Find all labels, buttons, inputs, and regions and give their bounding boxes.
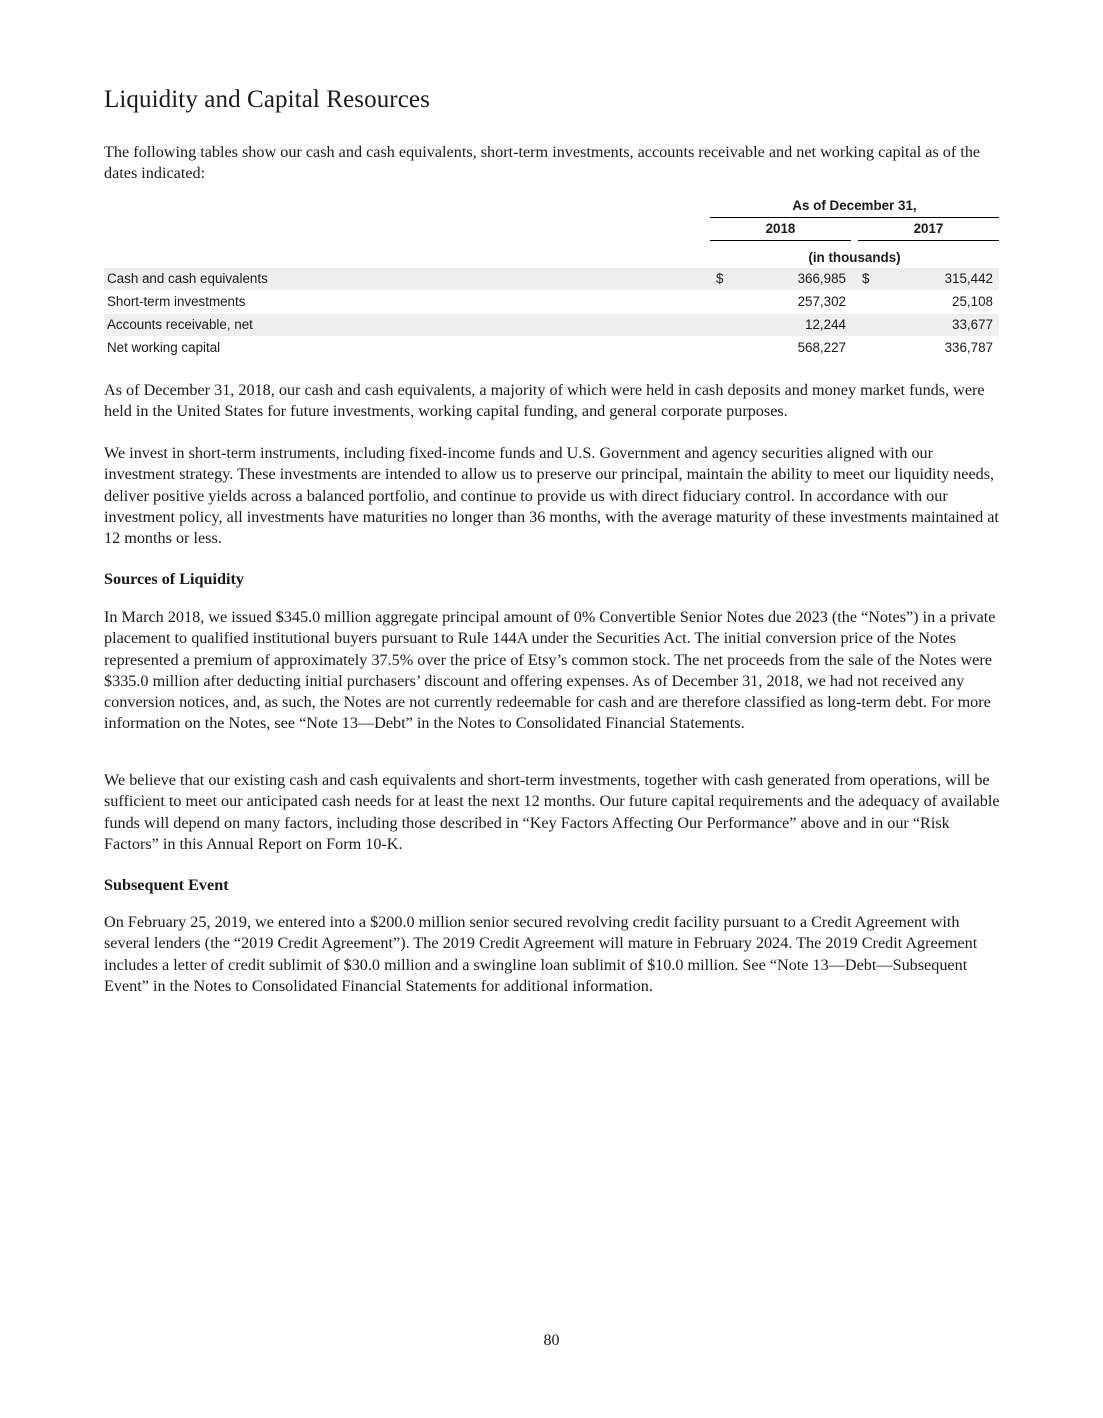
table-row bbox=[104, 337, 999, 359]
value-2017: 33,677 bbox=[952, 317, 993, 332]
sufficiency-paragraph: We believe that our existing cash and cash equivalents and short-term investments, together with cash generated from operations, will be sufficient to meet our anticipated cash needs for at least the next 12 months. Our future capital requirements and the adequacy of available funds will depend on many factors, including those described in “Key Factors Affecting Our Performance” above and in our “Risk Factors” in this Annual Report on Form 10-K. bbox=[104, 771, 1000, 853]
value-2017: 25,108 bbox=[952, 294, 993, 309]
value-2018: 257,302 bbox=[797, 294, 846, 309]
row-label: Short-term investments bbox=[107, 294, 246, 309]
table-group-header: As of December 31, bbox=[792, 198, 917, 213]
investment-paragraph: We invest in short-term instruments, including fixed-income funds and U.S. Government and agency securities aligned with our investment strategy. These investments are intended to allow us to preserve our principal, maintain the ability to meet our liquidity needs, deliver positive yields across a balanced portfolio, and continue to provide us with direct fiduciary control. In accordance with our investment policy, all investments have maturities no longer than 36 months, with the average maturity of these investments maintained at 12 months or less. bbox=[104, 444, 999, 548]
sources-of-liquidity-heading: Sources of Liquidity bbox=[104, 570, 245, 588]
column-header-2018: 2018 bbox=[765, 221, 796, 236]
table-row bbox=[104, 268, 999, 290]
value-2018: 366,985 bbox=[797, 271, 846, 286]
table-row bbox=[104, 291, 999, 313]
table-row bbox=[104, 314, 999, 336]
subsequent-event-paragraph: On February 25, 2019, we entered into a $200.0 million senior secured revolving credit facility pursuant to a Credit Agreement with several lenders (the “2019 Credit Agreement”). The 2019 Credit Agreement will mature in February 2024. The 2019 Credit Agreement includes a letter of credit sublimit of $30.0 million and a swingline loan sublimit of $10.0 million. See “Note 13—Debt—Subsequent Event” in the Notes to Consolidated Financial Statements for additional information. bbox=[104, 913, 978, 995]
cash-paragraph: As of December 31, 2018, our cash and cash equivalents, a majority of which were held in cash deposits and money market funds, were held in the United States for future investments, working capital funding, and general corporate purposes. bbox=[104, 381, 985, 421]
row-label: Net working capital bbox=[107, 340, 221, 355]
value-2018: 12,244 bbox=[805, 317, 846, 332]
value-2017: 336,787 bbox=[944, 340, 993, 355]
row-label: Accounts receivable, net bbox=[107, 317, 253, 332]
value-2017: 315,442 bbox=[944, 271, 993, 286]
column-rule-2017 bbox=[858, 240, 999, 241]
table-header-rule bbox=[710, 217, 999, 218]
currency-symbol: $ bbox=[716, 271, 724, 286]
value-2018: 568,227 bbox=[797, 340, 846, 355]
page-number: 80 bbox=[543, 1332, 560, 1349]
column-header-2017: 2017 bbox=[913, 221, 944, 236]
subsequent-event-heading: Subsequent Event bbox=[104, 876, 229, 894]
currency-symbol: $ bbox=[862, 271, 870, 286]
notes-paragraph: In March 2018, we issued $345.0 million aggregate principal amount of 0% Convertible Senior Notes due 2023 (the “Notes”) in a private placement to qualified institutional buyers pursuant to Rule 144A under the Securities Act. The initial conversion price of the Notes represented a premium of approximately 37.5% over the price of Etsy’s common stock. The net proceeds from the sale of the Notes were $335.0 million after deducting initial purchasers’ discount and offering expenses. As of December 31, 2018, we had not received any conversion notices, and, as such, the Notes are not currently redeemable for cash and are therefore classified as long-term debt. For more information on the Notes, see “Note 13—Debt” in the Notes to Consolidated Financial Statements. bbox=[104, 608, 996, 733]
units-label: (in thousands) bbox=[808, 250, 901, 265]
row-label: Cash and cash equivalents bbox=[107, 271, 268, 286]
page-title: Liquidity and Capital Resources bbox=[104, 86, 430, 113]
column-rule-2018 bbox=[710, 240, 851, 241]
intro-paragraph: The following tables show our cash and cash equivalents, short-term investments, accounts receivable and net working capital as of the dates indicated: bbox=[104, 143, 981, 183]
